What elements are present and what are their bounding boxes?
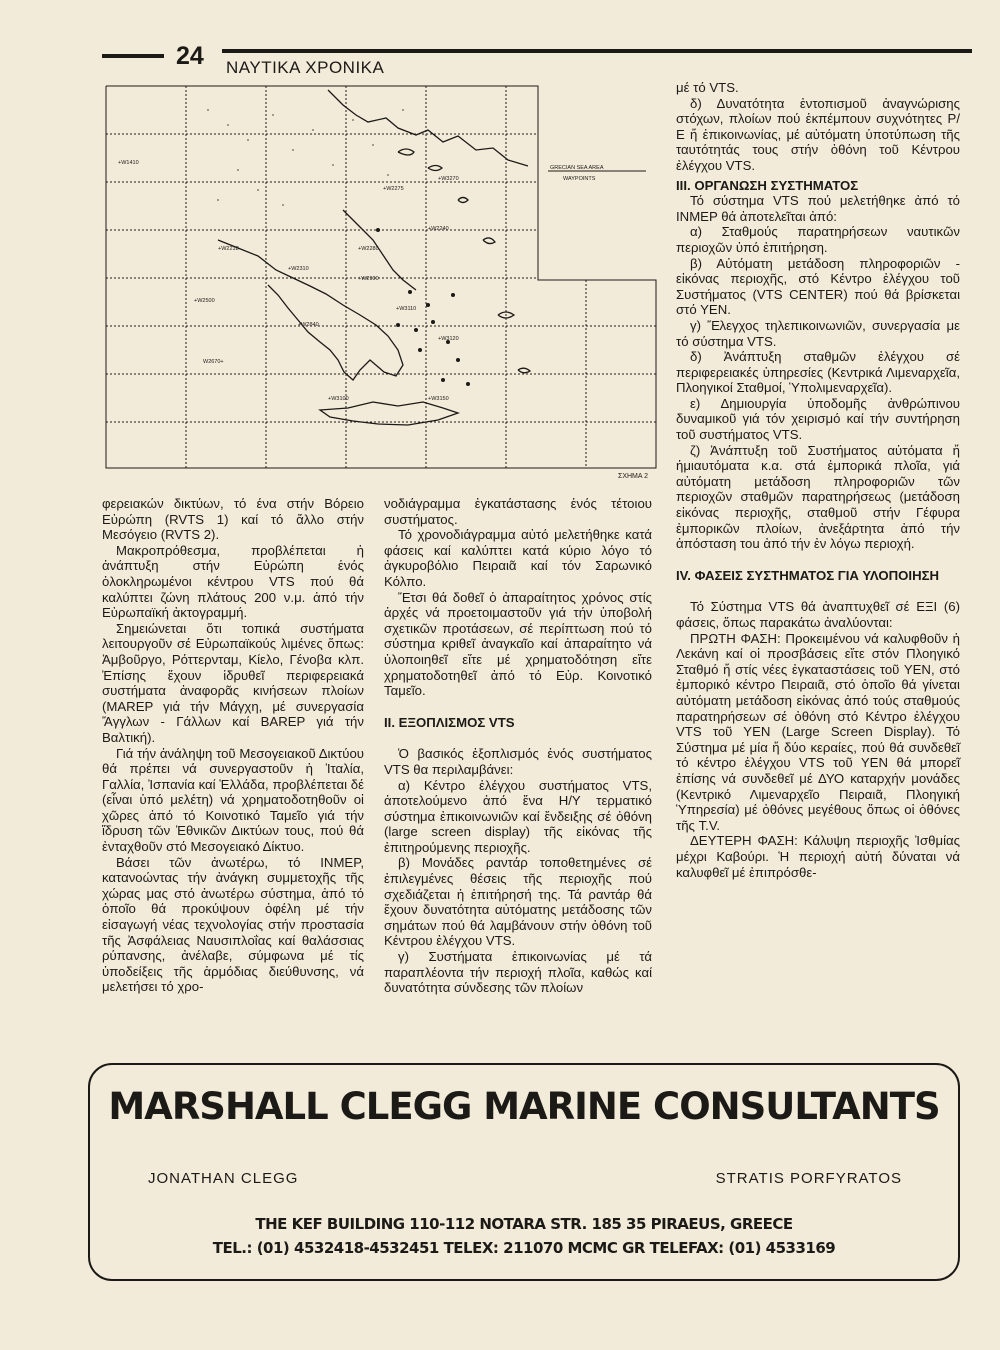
company-logo-text: MARSHALL CLEGG MARINE CONSULTANTS: [108, 1085, 940, 1128]
paragraph: δ) Δυνατότητα ἐντοπισμοῦ ἀναγνώρισης στόχων, πλοίων πού ἐκπέμπουν συχνότητες Ρ/Ε ἤ ἐπικοινωνίας, μέ αὐτόματη ὑποτύπωση τῆς ταυτότητάς τους στήν ὀθόνη τοῦ Κέντρου ἐλέγχου VTS.: [676, 95, 960, 173]
paragraph: β) Αὐτόματη μετάδοση πληροφοριῶν - εἰκόνας περιοχῆς, στό Κέντρο ἐλέγχου τοῦ Συστήματος (VTS CENTER) πού θά βρίσκεται στό ΥΕΝ.: [676, 255, 960, 318]
paragraph: Ὁ βασικός ἐξοπλισμός ἑνός συστήματος VTS θα περιλαμβάνει:: [384, 746, 652, 777]
figure-label: ΣΧΗΜΑ 2: [618, 473, 649, 480]
svg-text:+W2900: +W2900: [358, 276, 379, 282]
svg-text:+W2280: +W2280: [358, 246, 379, 252]
paragraph: Τό χρονοδιάγραμμα αὐτό μελετήθηκε κατά φάσεις καί καλύπτει κατά κύριο λόγο τό ἀγκυροβόλιο Πειραιᾶ καί τόν Σαρωνικό Κόλπο.: [384, 527, 652, 589]
svg-text:+W2240: +W2240: [428, 226, 449, 232]
company-contacts: TEL.: (01) 4532418-4532451 TELEX: 211070 MCMC GR TELEFAX: (01) 4533169: [212, 1239, 836, 1257]
advertisement-box: [88, 1063, 960, 1281]
text-column-1: [102, 496, 364, 995]
page-number: 24: [176, 42, 204, 70]
paragraph: ε) Δημιουργία ὑποδομῆς ἀνθρώπινου δυναμικοῦ γιά τόν χειρισμό καί τήν συντήρηση τοῦ συστήματος VTS.: [676, 395, 960, 443]
paragraph: [676, 631, 960, 834]
paragraph: Μακροπρόθεσμα, προβλέπεται ἡ ἀνάπτυξη στήν Εὐρώπη ἑνός ὁλοκληρωμένοι κέντρου VTS πού θά καλύπτει ζώνη πλάτους 200 ν.μ. ἀπό τήν Εὐρωπαϊκή ἀκτογραμμή.: [102, 542, 364, 621]
map-legend-subtitle: WAYPOINTS: [563, 176, 596, 182]
paragraph: μέ τό VTS.: [676, 80, 739, 95]
svg-text:+W1410: +W1410: [118, 160, 139, 166]
header-rule-left: [102, 54, 164, 58]
section-heading: II. ΕΞΟΠΛΙΣΜΟΣ VTS: [384, 714, 515, 730]
svg-text:+W2218: +W2218: [218, 246, 239, 252]
phase-text: Προκειμένου νά καλυφθοῦν ἡ Λεκάνη καί οἱ προσβάσεις εἴτε στόν Πλοηγικό Σταθμό ἤ στίς νέες ἐγκαταστάσεις τοῦ ΥΕΝ, στό ἐμπορικό κέντρο Πειραιᾶ, στό ὁποῖο θά γίνεται αὐτόματη μετάδοση εἰκόνας ἀπό τούς σταθμούς παρατηρήσεων σέ ὀθόνη στό Κέντρο ἐλέγχου VTS τοῦ ΥΕΝ (Large Screen Display). Τό Σύστημα μέ μία ἤ δύο κεραίες, πού θά συνδεθεῖ τό κέντρο ἐλέγχου VTS τοῦ ΥΕΝ θά μπορεῖ ἐπίσης νά συνδεθεῖ μέ ΔΥΟ καταρχήν μονάδες (Κεντρικό Λιμεναρχεῖο Πειραιᾶ, Πλοηγική Ὑπηρεσία) μέ ὀθόνες μεγέθους ὅπως οἱ ὀθόνες τῆς T.V.: [676, 630, 960, 833]
paragraph: γ) Ἔλεγχος τηλεπικοινωνιῶν, συνεργασία με τό σύστημα VTS.: [676, 317, 960, 349]
svg-text:+W3150: +W3150: [428, 396, 449, 402]
header-rule-right: [222, 49, 972, 53]
paragraph: Ἔτσι θά δοθεῖ ὁ ἀπαραίτητος χρόνος στίς ἀρχές νά προετοιμαστοῦν γιά τήν ὑποβολή σχετικῶν προτάσεων, σέ περίπτωση πού τό σύστημα κριθεῖ ἀναγκαῖο καί ἀπαραίτητο νά ὑλοποιηθεῖ εἴτε μέ χρηματοδότηση εἴτε χρηματοδοτηθεῖ ἀπό τό Εὐρ. Κοινοτικό Ταμεῖο.: [384, 589, 652, 699]
section-heading: IV. ΦΑΣΕΙΣ ΣΥΣΤΗΜΑΤΟΣ ΓΙΑ ΥΛΟΠΟΙΗΣΗ: [676, 567, 940, 583]
paragraph: Σημειώνεται ὅτι τοπικά συστήματα λειτουργοῦν σέ Εὐρωπαϊκούς λιμένες ὅπως: Ἀμβοῦργο, Ρόττερνταμ, Κίελο, Γένοβα κλπ. Ἐπίσης ἔχουν ἱδρυθεῖ περιφερειακά συστήματα ἀναφορᾶς κινήσεων πλοίων (MAREP γιά τήν Μάγχη, μέ συνεργασία Ἄγγλων - Γάλλων καί BAREP γιά τήν Βαλτική).: [102, 620, 364, 745]
svg-text:+W3270: +W3270: [438, 176, 459, 182]
paragraph: γ) Συστήματα ἐπικοινωνίας μέ τά παραπλέοντα τήν περιοχή πλοῖα, καθώς καί δυνατότητα σύνδεσης τῶν πλοίων: [384, 949, 652, 996]
paragraph: β) Μονάδες ραντάρ τοποθετημένες σέ ἐπιλεγμένες θέσεις τῆς περιοχῆς πού σχεδιάζεται ἡ ἐπιτήρησή της. Τά ραντάρ θά ἔχουν δυνατότητα αὐτόματης μετάδοσης τῶν σημάτων πού θά λαμβάνουν στήν ὀθόνη τοῦ Κέντρου ἐλέγχου VTS.: [384, 855, 652, 949]
svg-text:W2670+: W2670+: [203, 359, 224, 365]
paragraph: Γιά τήν ἀνάληψη τοῦ Μεσογειακοῦ Δικτύου θά πρέπει νά συνεργαστοῦν ἡ Ἰταλία, Γαλλία, Ἰσπανία καί Ἑλλάδα, προβλέπεται δέ (εἶναι ὑπό μελέτη) νά χρηματοδοτηθοῦν οἱ χῶρες ἀπό τό Κοινοτικό Ταμεῖο γιά τήν ἵδρυση τῶν Ἐθνικῶν Δικτύων τους, πού θά ἐνταχθοῦν στό Μεσογειακό Δίκτυο.: [102, 745, 364, 855]
paragraph: φερειακών δικτύων, τό ένα στήν Βόρειο Εὐρώπη (RVTS 1) καί τό ἄλλο στήν Μεσόγειο (RVTS 2).: [102, 496, 364, 543]
phase-label: ΔΕΥΤΕΡΗ ΦΑΣΗ:: [690, 833, 798, 849]
text-column-3: [676, 80, 960, 880]
paragraph: Τό σύστημα VTS πού μελετήθηκε ἀπό τό INMEP θά ἀποτελεῖται ἀπό:: [676, 193, 960, 224]
map-legend-title: GRECIAN SEA AREA: [550, 165, 604, 171]
svg-text:+W2840: +W2840: [298, 322, 319, 328]
company-address: THE KEF BUILDING 110-112 NOTARA STR. 185 35 PIRAEUS, GREECE: [255, 1215, 793, 1233]
paragraph: α) Σταθμούς παρατηρήσεων ναυτικῶν περιοχῶν ὑπό ἐπιτήρηση.: [676, 224, 960, 255]
svg-text:+W2310: +W2310: [288, 266, 309, 272]
paragraph: α) Κέντρο ἐλέγχου συστήματος VTS, ἀποτελούμενο ἀπό ἕνα Η/Υ τερματικό σύστημα ἐπικοινωνιῶν καί ἔνδειξης σέ ὀθόνη (large screen display) τῆς εἰκόνας τῆς ἐπιτηρούμενης περιοχῆς.: [384, 777, 652, 855]
contact-person-left: JONATHAN CLEGG: [148, 1170, 299, 1187]
section-heading: III. ΟΡΓΑΝΩΣΗ ΣΥΣΤΗΜΑΤΟΣ: [676, 177, 859, 193]
paragraph: ζ) Ἀνάπτυξη τοῦ Συστήματος αὐτόματα ἤ ἡμιαυτόματα κ.α. στά ἐμπορικά πλοῖα, γιά αὐτόματη μετάδοση πληροφοριῶν τῶν περιοχῶν σταθμῶν παρατηρήσεως (μετάδοση εἰκόνας περιοχῆς, σταθμοῦ στήν Γέφυρα ἐμπορικῶν πλοίων, ἀνεξάρτητα ἀπό τήν ἀπόσταση τοu ἀπό τήν ἐν λόγω περιοχή.: [676, 442, 960, 552]
magazine-title: ΝΑΥΤΙΚΑ ΧΡΟΝΙΚΑ: [226, 58, 385, 77]
contact-person-right: STRATIS PORFYRATOS: [715, 1170, 902, 1187]
paragraph: δ) Ἀνάπτυξη σταθμῶν ἐλέγχου σέ περιφερειακές ὑπηρεσίες (Κεντρικά Λιμεναρχεῖα, Πλοηγικοί Σταθμοί, Ὑπολιμεναρχεῖα).: [676, 349, 960, 396]
phase-label: ΠΡΩΤΗ ΦΑΣΗ:: [690, 630, 781, 646]
paragraph: νοδιάγραμμα ἐγκατάστασης ἑνός τέτοιου συστήματος.: [384, 496, 652, 527]
paragraph: Βάσει τῶν ἀνωτέρω, τό INMEP, κατανοώντας τήν ἀνάγκη συμμετοχῆς τῆς χώρας μας στό ἀνωτέρω σύστημα, ἀπό τό ὁποῖο θά προκύψουν ὀφέλη μέ τήν εἰσαγωγή νέας τεχνολογίας στήν προστασία τῆς Ἀσφάλειας Ναυσιπλοΐας καί θαλάσσιας ρύπανσης, ἀνέλαβε, σύμφωνα μέ τίς ὑποδείξεις τῆς ἁρμόδιας διεύθυνσης, νά μελετήσει τό χρο-: [102, 854, 364, 995]
svg-text:+W3100: +W3100: [328, 396, 349, 402]
svg-text:+W3110: +W3110: [396, 306, 417, 312]
svg-text:+W2500: +W2500: [194, 298, 215, 304]
grecian-sea-map: [98, 80, 664, 482]
svg-text:+W3120: +W3120: [438, 336, 459, 342]
paragraph: [676, 833, 960, 880]
phase-text: Κάλυψη περιοχῆς Ἰσθμίας μέχρι Καβούρι. Ἡ περιοχή αὐτή δύναται νά καλυφθεῖ μέ ἐπιπρόσθε-: [676, 833, 960, 880]
text-column-2: [384, 496, 652, 996]
paragraph: Τό Σύστημα VTS θά ἀναπτυχθεῖ σέ ΕΞΙ (6) φάσεις, ὅπως παρακάτω ἀναλύονται:: [676, 599, 960, 630]
svg-text:+W2275: +W2275: [383, 186, 404, 192]
